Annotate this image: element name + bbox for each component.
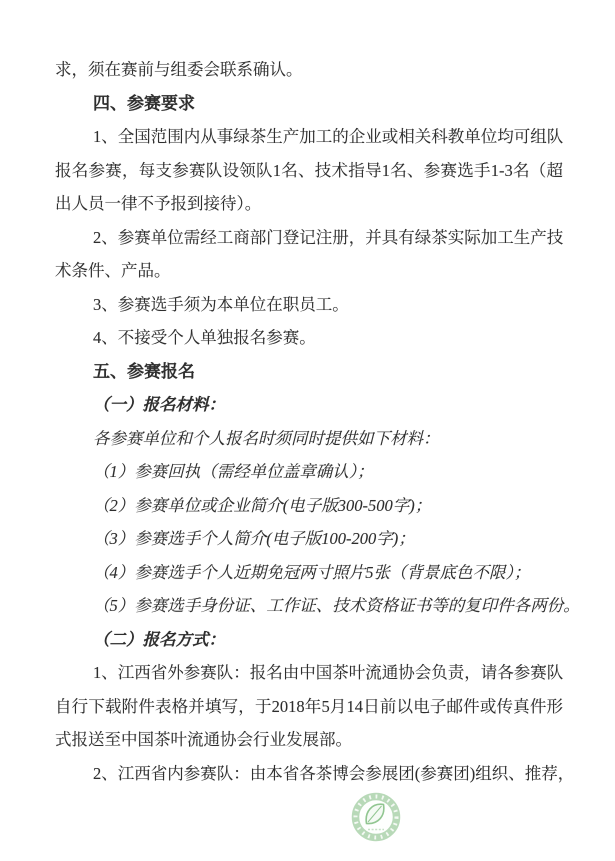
requirement-item-3: 3、参赛选手须为本单位在职员工。 <box>93 294 349 314</box>
materials-intro: 各参赛单位和个人报名时须同时提供如下材料： <box>93 428 440 448</box>
document-text <box>55 53 580 790</box>
leaf-seal-watermark <box>350 791 402 843</box>
subsection-materials: （一）报名材料： <box>93 395 225 414</box>
registration-item-2: 2、江西省内参赛队：由本省各茶博会参展团(参赛团)组织、推荐， <box>93 763 575 783</box>
paragraph-continuation: 求，须在赛前与组委会联系确认。 <box>55 60 303 79</box>
requirement-item-2-end: 术条件、产品。 <box>55 261 171 280</box>
material-item-5: （5）参赛选手身份证、工作证、技术资格证书等的复印件各两份。 <box>93 596 580 615</box>
requirement-item-1-end: 出人员一律不予报到接待）。 <box>55 194 262 213</box>
requirement-item-2: 2、参赛单位需经工商部门登记注册，并具有绿茶实际加工生产技 <box>93 227 564 247</box>
requirement-item-4: 4、不接受个人单独报名参赛。 <box>93 328 316 347</box>
requirement-item-1: 1、全国范围内从事绿茶生产加工的企业或相关科教单位均可组队 <box>93 127 564 146</box>
registration-item-1-end: 式报送至中国茶叶流通协会行业发展部。 <box>55 730 352 749</box>
material-item-4: （4）参赛选手个人近期免冠两寸照片5张（背景底色不限）； <box>93 562 531 582</box>
material-item-2: （2）参赛单位或企业简介(电子版300-500字)； <box>93 495 432 515</box>
material-item-3: （3）参赛选手个人简介(电子版100-200字)； <box>93 529 415 548</box>
requirement-item-1-cont: 报名参赛，每支参赛队设领队1名、技术指导1名、参赛选手1-3名（超 <box>55 160 563 180</box>
section-heading-4: 四、参赛要求 <box>93 93 195 113</box>
registration-item-1-cont: 自行下载附件表格并填写，于2018年5月14日前以电子邮件或传真件形 <box>55 696 563 716</box>
subsection-registration: （二）报名方式： <box>93 629 225 649</box>
section-heading-5: 五、参赛报名 <box>93 361 195 381</box>
registration-item-1: 1、江西省外参赛队：报名由中国茶叶流通协会负责，请各参赛队 <box>93 663 564 682</box>
material-item-1: （1）参赛回执（需经单位盖章确认）； <box>93 462 374 481</box>
